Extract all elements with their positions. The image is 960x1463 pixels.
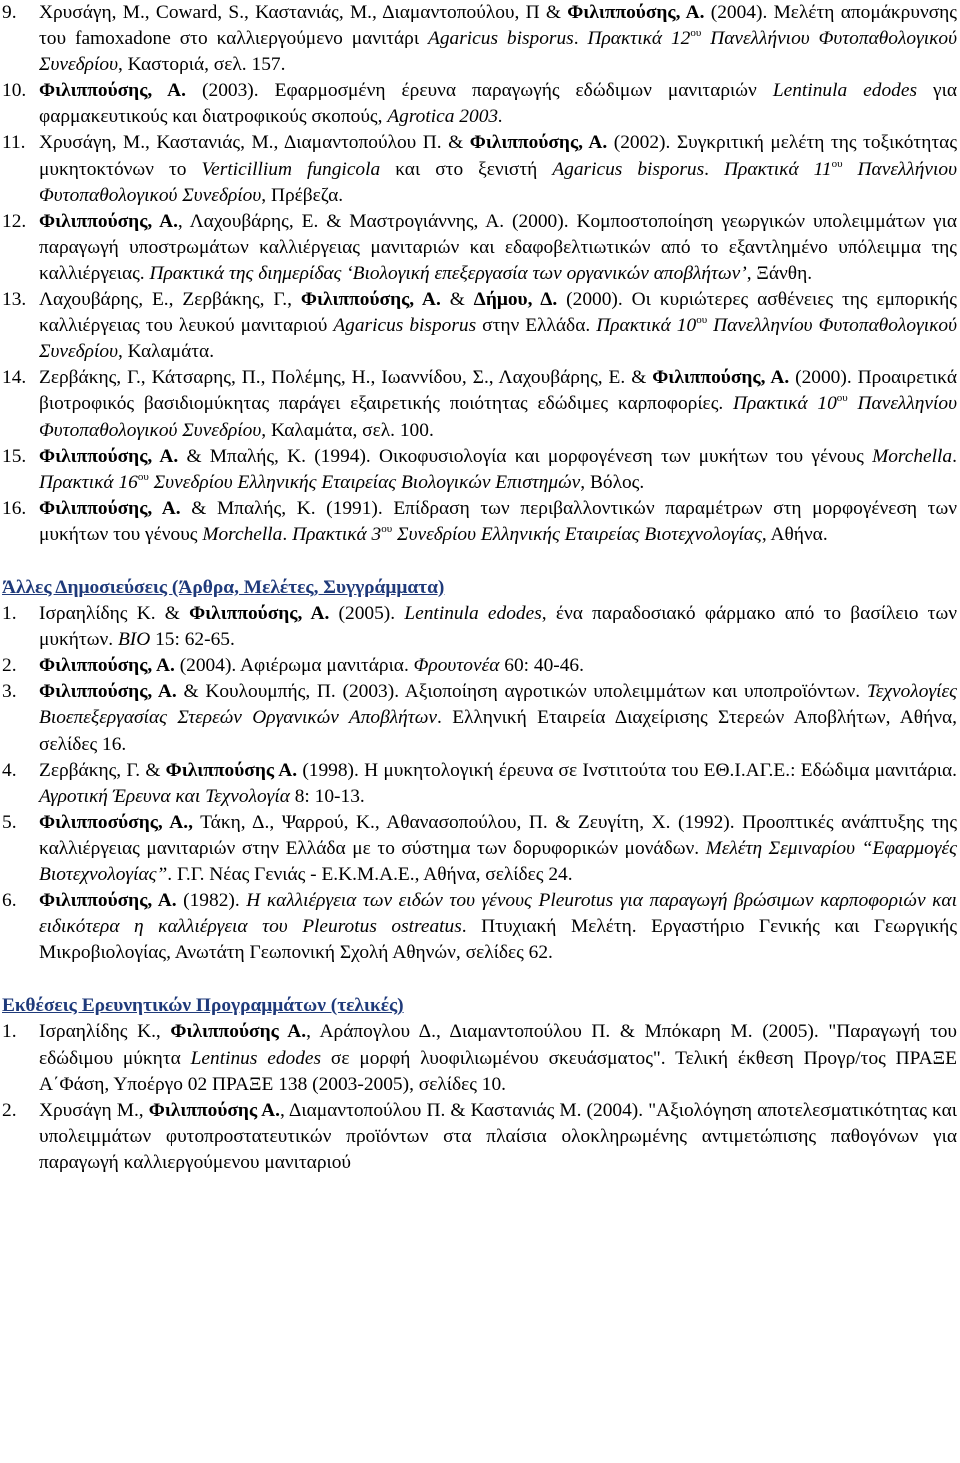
entry-text: Αγροτική Έρευνα και Τεχνολογία bbox=[39, 785, 290, 807]
entry-number: 12. bbox=[2, 210, 27, 232]
entry-number: 15. bbox=[2, 445, 27, 467]
entry-text: Φιλιππούσης Α. bbox=[170, 1021, 307, 1043]
entry-text: Πανελληνίου Φυτοπαθολογικού Συνεδρίου bbox=[39, 393, 957, 441]
entry-text: για φαρμακευτικούς και διατροφικούς σκοπούς, bbox=[39, 80, 957, 128]
entry-text: 8: 10-13. bbox=[289, 785, 365, 807]
entry-text: ου bbox=[381, 522, 393, 535]
entry-text: & bbox=[440, 289, 474, 311]
section-title-other-publications: Άλλες Δημοσιεύσεις (Άρθρα, Μελέτες, Συγγράμματα) bbox=[2, 576, 445, 598]
entry-text: , Ξάνθη. bbox=[746, 262, 813, 284]
entry-text: Φιλιππούσης, Α. bbox=[39, 681, 177, 703]
entry-number: 11. bbox=[2, 132, 26, 154]
entry-text: Φιλιππούσης, Α. bbox=[39, 890, 177, 912]
entry-text: Φιλιππούσης, Α. bbox=[567, 2, 705, 23]
entry-text: Agrotica 2003. bbox=[387, 106, 503, 128]
entry-text: Pleurotus ostreatus bbox=[302, 916, 462, 938]
entry-number: 4. bbox=[2, 759, 17, 781]
publication-entry bbox=[0, 496, 960, 548]
publication-entry bbox=[0, 130, 960, 208]
entry-text: Λαχουβάρης, Ε., Ζερβάκης, Γ., bbox=[39, 289, 301, 311]
entry-text: Δήμου, Δ. bbox=[473, 289, 558, 311]
entry-text: Πρακτικά 12 bbox=[587, 28, 691, 50]
entry-text: ου bbox=[137, 470, 149, 483]
entry-text: . bbox=[952, 445, 957, 467]
entry-number: 16. bbox=[2, 497, 27, 519]
section-title-research-reports: Εκθέσεις Ερευνητικών Προγραμμάτων (τελικές) bbox=[2, 995, 404, 1017]
entry-text: Φιλιππούσης, Α. bbox=[652, 367, 790, 389]
other-publication-entry bbox=[0, 758, 960, 810]
entry-text: Χρυσάγη Μ., bbox=[39, 1099, 149, 1121]
entry-text: Morchella bbox=[202, 523, 283, 545]
entry-text: . Γ.Γ. Νέας Γενιάς - Ε.Κ.Μ.Α.Ε., Αθήνα, σελίδες 24. bbox=[167, 864, 573, 885]
publication-entry bbox=[0, 209, 960, 287]
entry-number: 9. bbox=[2, 2, 17, 23]
entry-text: , ένα παραδοσιακό φάρμακο από το βασίλειο των μυκήτων. bbox=[39, 603, 958, 651]
entry-text: στην Ελλάδα. bbox=[476, 315, 597, 337]
entry-text: ου bbox=[690, 27, 702, 40]
entry-text: Agaricus bisporus bbox=[333, 315, 477, 337]
entry-text: , Διαμαντοπούλου Π. & Καστανιάς Μ. (2004). "Αξιολόγηση αποτελεσματικότητας και υπολειμμάτων φυτοπροστατευτικών προϊόντων στα πλαίσια ολοκληρωμένης αντιμετώπισης παθογόνων για παραγωγή καλλιεργούμενου μανιταριού bbox=[39, 1099, 957, 1173]
entry-text: Φιλιππούσης, Α. bbox=[39, 655, 175, 677]
entry-text: , Καλαμάτα, σελ. 100. bbox=[261, 419, 434, 441]
publication-entry bbox=[0, 365, 960, 443]
entry-text: Πρακτικά 3 bbox=[292, 523, 382, 545]
entry-text: , Λαχουβάρης, Ε. & Μαστρογιάννης, Α. (2000). Κομποστοποίηση γεωργικών υπολειμμάτων για παραγωγή υποστρωμάτων καλλιέργειας μανιταριών και εδαφοβελτιωτικών από το εξαντλημένο υπόλειμμα της καλλιέργειας. bbox=[39, 210, 957, 284]
entry-text: Φιλιπποσύσης, Α., bbox=[39, 811, 193, 833]
entry-number: 14. bbox=[2, 367, 27, 389]
entry-text: (1998). Η μυκητολογική έρευνα σε Ινστιτούτα του ΕΘ.Ι.ΑΓ.Ε.: Εδώδιμα μανιτάρια. bbox=[297, 759, 958, 781]
entry-text: (2000). Προαιρετικά βιοτροφικός βασιδιομύκητας παράγει εξαιρετικής ποιότητας εδώδιμες καρποφορίες. bbox=[39, 367, 957, 415]
entry-text: Πρακτικά 10 bbox=[733, 393, 837, 415]
entry-text: , Αράπογλου Δ., Διαμαντοπούλου Π. & Μπόκαρη Μ. (2005). "Παραγωγή του εδώδιμου μύκητα bbox=[39, 1021, 957, 1069]
entry-text: . Ελληνική Εταιρεία Διαχείρισης Στερεών Αποβλήτων, Αθήνα, σελίδες 16. bbox=[39, 707, 957, 755]
other-publications-list bbox=[0, 601, 960, 966]
entry-text: για παραγωγή βρώσιμων καρποφοριών και ειδικότερα η καλλιέργεια του bbox=[39, 890, 957, 938]
entry-text: BIO bbox=[117, 629, 151, 651]
entry-text: Μελέτη Σεμιναρίου “Εφαρμογές Βιοτεχνολογίας” bbox=[39, 837, 958, 885]
entry-text: Πανελλήνιου Φυτοπαθολογικού Συνεδρίου bbox=[39, 158, 957, 206]
entry-number: 5. bbox=[2, 811, 17, 833]
entry-text: σε μορφή λυοφιλιωμένου σκευάσματος". Τελική έκθεση Προγρ/τος ΠΡΑΞΕ Α΄Φάση, Υποέργο 02 ΠΡΑΞΕ 138 (2003-2005), σελίδες 10. bbox=[39, 1047, 957, 1095]
entry-text: . Πτυχιακή Μελέτη. Εργαστήριο Γενικής και Γεωργικής Μικροβιολογίας, Ανωτάτη Γεωπονική Σχολή Αθηνών, σελίδες 62. bbox=[39, 916, 958, 964]
entry-text: & Μπαλής, Κ. (1991). Επίδραση των περιβαλλοντικών παραμέτρων στη μορφογένεση των μυκήτων του γένους bbox=[39, 497, 957, 545]
entry-number: 10. bbox=[2, 80, 27, 102]
entry-number: 13. bbox=[2, 289, 27, 311]
entry-text: Φιλιππούσης Α. bbox=[148, 1099, 281, 1121]
entry-number: 6. bbox=[2, 890, 17, 912]
entry-text: Πανελλήνιου Φυτοπαθολογικού Συνεδρίου bbox=[39, 28, 957, 76]
entry-text: Πανελληνίου Φυτοπαθολογικού Συνεδρίου bbox=[39, 315, 957, 363]
entry-text: (2003). Εφαρμοσμένη έρευνα παραγωγής εδώδιμων μανιταριών bbox=[186, 80, 773, 102]
entry-text: Ισραηλίδης Κ., bbox=[39, 1021, 171, 1043]
entry-text: (2002). Συγκριτική μελέτη της τοξικότητας μυκητοκτόνων το bbox=[39, 132, 957, 180]
entry-text: Morchella bbox=[872, 445, 953, 467]
entry-text: Φιλιππούσης Α. bbox=[165, 759, 298, 781]
entry-number: 1. bbox=[2, 1021, 17, 1043]
entry-text: Πρακτικά 11 bbox=[724, 158, 832, 180]
entry-text: Πρακτικά της διημερίδας ‘Βιολογική επεξεργασία των οργανικών αποβλήτων’ bbox=[149, 262, 747, 284]
entry-number: 1. bbox=[2, 603, 17, 625]
other-publication-entry bbox=[0, 810, 960, 888]
entry-text: Πρακτικά 16 bbox=[39, 471, 138, 493]
entry-text: ου bbox=[696, 314, 708, 327]
entry-text: Φιλιππούσης, Α. bbox=[189, 603, 330, 625]
entry-text: , Αθήνα. bbox=[761, 523, 828, 545]
research-reports-list bbox=[0, 1019, 960, 1176]
other-publication-entry bbox=[0, 888, 960, 966]
entry-text: & Μπαλής, Κ. (1994). Οικοφυσιολογία και μορφογένεση των μυκήτων του γένους bbox=[178, 445, 873, 467]
entry-text: (2000). Οι κυριώτερες ασθένειες της εμπορικής καλλιέργειας του λευκού μανιταριού bbox=[39, 289, 957, 337]
entry-text: Χρυσάγη, Μ., Καστανιάς, Μ., Διαμαντοπούλου Π. & bbox=[39, 132, 470, 154]
entry-text: , Καλαμάτα. bbox=[117, 341, 215, 363]
entry-text: , Καστοριά, σελ. 157. bbox=[117, 54, 286, 76]
entry-text: Η καλλιέργεια των ειδών του γένους bbox=[246, 890, 539, 912]
publication-entry bbox=[0, 444, 960, 496]
entry-text: Ζερβάκης, Γ., Κάτσαρης, Π., Πολέμης, Η., Ιωαννίδου, Σ., Λαχουβάρης, Ε. & bbox=[39, 367, 653, 389]
research-report-entry bbox=[0, 1098, 960, 1176]
entry-text: Τάκη, Δ., Ψαρρού, Κ., Αθανασοπούλου, Π. & Ζευγίτη, Χ. (1992). Προοπτικές ανάπτυξης της καλλιέργειας μανιταριών στην Ελλάδα με το σύστημα των δορυφορικών μονάδων. bbox=[39, 811, 958, 859]
entry-text: Agaricus bisporus bbox=[427, 28, 574, 50]
entry-text: . bbox=[282, 523, 293, 545]
entry-text: (2005). bbox=[329, 603, 405, 625]
entry-text: Χρυσάγη, Μ., Coward, S., Καστανιάς, Μ., Διαμαντοπούλου, Π & bbox=[39, 2, 568, 23]
entry-text: (2004). Αφιέρωμα μανιτάρια. bbox=[174, 655, 414, 677]
entry-text: Φιλιππούσης, Α. bbox=[300, 289, 441, 311]
entry-text: Verticillium fungicola bbox=[201, 158, 381, 180]
entry-text: Lentinula edodes bbox=[404, 603, 542, 625]
research-report-entry bbox=[0, 1019, 960, 1097]
other-publication-entry bbox=[0, 679, 960, 757]
entry-text: Ζερβάκης, Γ. & bbox=[39, 759, 166, 781]
entry-text: Συνεδρίου Ελληνικής Εταιρείας Βιοτεχνολογίας bbox=[392, 523, 762, 545]
publication-entry bbox=[0, 78, 960, 130]
entry-text: Pleurotus bbox=[538, 890, 614, 912]
publication-list bbox=[0, 0, 960, 548]
entry-text: Φιλιππούσης, Α. bbox=[39, 497, 181, 519]
other-publication-entry bbox=[0, 653, 960, 679]
entry-text: ου bbox=[831, 157, 843, 170]
entry-text: Φιλιππούσης, Α. bbox=[39, 445, 179, 467]
entry-text: Φρουτονέα bbox=[413, 655, 500, 677]
entry-text: Φιλιππούσης, Α. bbox=[39, 210, 178, 232]
entry-text: Lentinus edodes bbox=[190, 1047, 322, 1069]
entry-text: (2004). Μελέτη απομάκρυνσης του famoxadone στο καλλιεργούμενο μανιτάρι bbox=[39, 2, 957, 50]
entry-text: (1982). bbox=[176, 890, 247, 912]
entry-text: 60: 40-46. bbox=[499, 655, 584, 677]
entry-number: 2. bbox=[2, 1099, 17, 1121]
entry-text: & Κουλουμπής, Π. (2003). Αξιοποίηση αγροτικών υπολειμμάτων και υποπροϊόντων. bbox=[176, 681, 867, 703]
other-publication-entry bbox=[0, 601, 960, 653]
entry-text: ου bbox=[836, 392, 848, 405]
entry-text: Πρακτικά 10 bbox=[596, 315, 697, 337]
entry-text: , Πρέβεζα. bbox=[261, 184, 344, 206]
entry-text: Lentinula edodes bbox=[772, 80, 918, 102]
entry-text: Φιλιππούσης, Α. bbox=[469, 132, 608, 154]
entry-text: Τεχνολογίες Βιοεπεξεργασίας Στερεών Οργανικών Αποβλήτων bbox=[39, 681, 957, 729]
entry-text: Φιλιππούσης, Α. bbox=[39, 80, 187, 102]
publication-entry bbox=[0, 287, 960, 365]
entry-text: Ισραηλίδης Κ. & bbox=[39, 603, 190, 625]
entry-text: Agaricus bisporus bbox=[552, 158, 705, 180]
entry-text: . bbox=[573, 28, 588, 50]
entry-text: 15: 62-65. bbox=[150, 629, 235, 651]
entry-text: Συνεδρίου Ελληνικής Εταιρείας Βιολογικών Επιστημών bbox=[148, 471, 581, 493]
entry-number: 2. bbox=[2, 655, 17, 677]
entry-text: και στο ξενιστή bbox=[380, 158, 553, 180]
publication-entry bbox=[0, 0, 960, 78]
entry-text: , Βόλος. bbox=[580, 471, 645, 493]
entry-number: 3. bbox=[2, 681, 17, 703]
entry-text: . bbox=[704, 158, 725, 180]
